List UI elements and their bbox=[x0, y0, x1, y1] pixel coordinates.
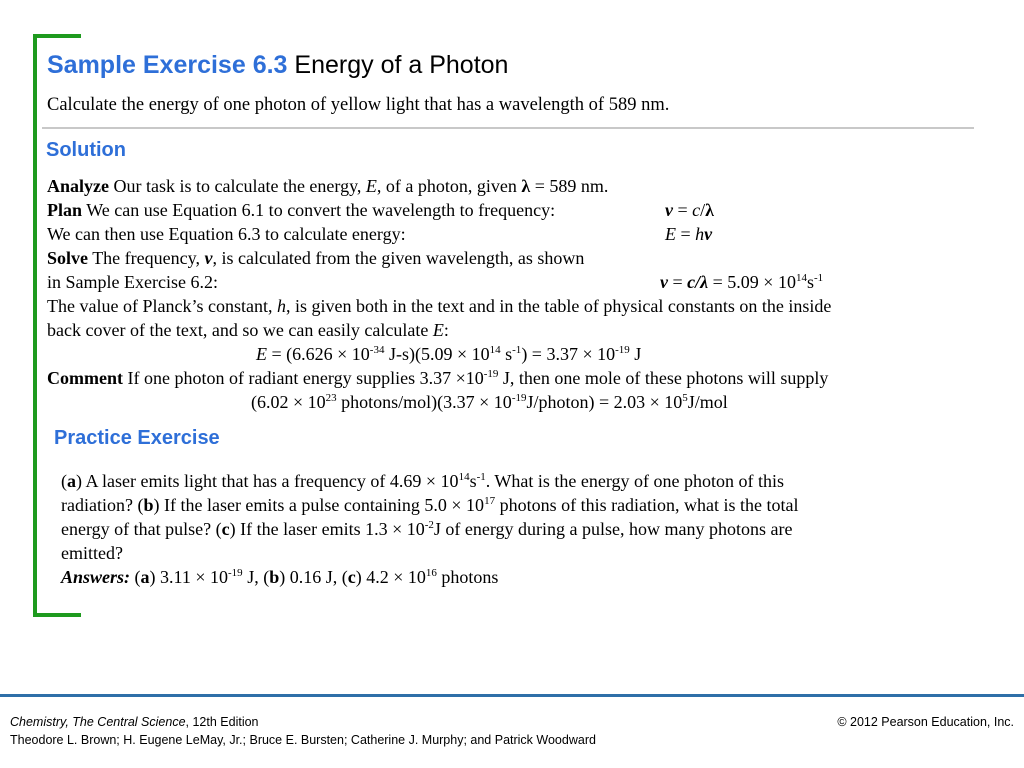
practice-line-3: energy of that pulse? (c) If the laser emits $1.3 \times 10^{-2}J$ of energy during a pulse, how many photons are bbox=[61, 519, 793, 539]
problem-statement: Calculate the energy of one photon of yellow light that has a wavelength of 589 nm. bbox=[47, 95, 670, 115]
slide-title bbox=[47, 51, 508, 80]
plan-equation: ν = c/λ bbox=[665, 200, 715, 220]
practice-line-1: (a) A laser emits light that has a frequency of $4.69 \times 10^{14}s^{-1}$. What is the energy of one photon of this bbox=[61, 471, 785, 491]
divider bbox=[42, 127, 974, 129]
planck-line: The value of Planck’s constant, h, is given both in the text and in the table of physical constants on the inside bbox=[47, 296, 832, 316]
solve-line: Solve The frequency, ν, is calculated from the given wavelength, as shown bbox=[47, 248, 585, 268]
energy-equation: E = hν bbox=[665, 224, 713, 244]
photon-energy-equation: $E = (6.626 \times 10^{-34}$ $J-s)(5.09 \times 10^{14}$ $s^{-1}) = 3.37 \times 10^{-19}$ J bbox=[256, 344, 642, 364]
practice-line-2: radiation? (b) If the laser emits a pulse containing $5.0 \times 10^{17}$ photons of this radiation, what is the total bbox=[61, 495, 799, 515]
exercise-name: Energy of a Photon bbox=[294, 51, 509, 79]
sample-line: in Sample Exercise 6.2: bbox=[47, 272, 218, 292]
plan-line: Plan We can use Equation 6.1 to convert the wavelength to frequency: bbox=[47, 200, 556, 220]
copyright: © 2012 Pearson Education, Inc. bbox=[837, 715, 1014, 729]
book-title: Chemistry, The Central Science, 12th Edition bbox=[10, 715, 259, 729]
mole-equation: ($6.02 \times 10^{23}$ photons/mol)(3.37 × $10^{-19}J/photon) = 2.03 \times 10^5J/mol$ bbox=[251, 392, 728, 412]
solution-heading: Solution bbox=[46, 139, 126, 161]
practice-line-4: emitted? bbox=[61, 543, 123, 563]
exercise-number: Sample Exercise 6.3 bbox=[47, 51, 288, 79]
comment-line: Comment If one photon of radiant energy supplies $3.37 \times 10^{-19}$ J, then one mole of these photons will supply bbox=[47, 368, 829, 388]
answers-line: Answers: (a) $3.11 \times 10^{-19}$ J, (b) 0.16 J, (c) $4.2 \times 10^{16}$ photons bbox=[61, 567, 499, 587]
back-cover-line: back cover of the text, and so we can easily calculate E: bbox=[47, 320, 449, 340]
practice-heading: Practice Exercise bbox=[54, 427, 220, 449]
frequency-equation: $\nu = c/\lambda = 5.09 \times 10^{14}s^{-1}$ bbox=[660, 272, 824, 292]
analyze-line: Analyze Our task is to calculate the energy, E, of a photon, given λ = 589 nm. bbox=[47, 176, 609, 196]
authors: Theodore L. Brown; H. Eugene LeMay, Jr.; Bruce E. Bursten; Catherine J. Murphy; and Patrick Woodward bbox=[10, 733, 596, 747]
footer-rule bbox=[0, 694, 1024, 697]
energy-line: We can then use Equation 6.3 to calculate energy: bbox=[47, 224, 406, 244]
